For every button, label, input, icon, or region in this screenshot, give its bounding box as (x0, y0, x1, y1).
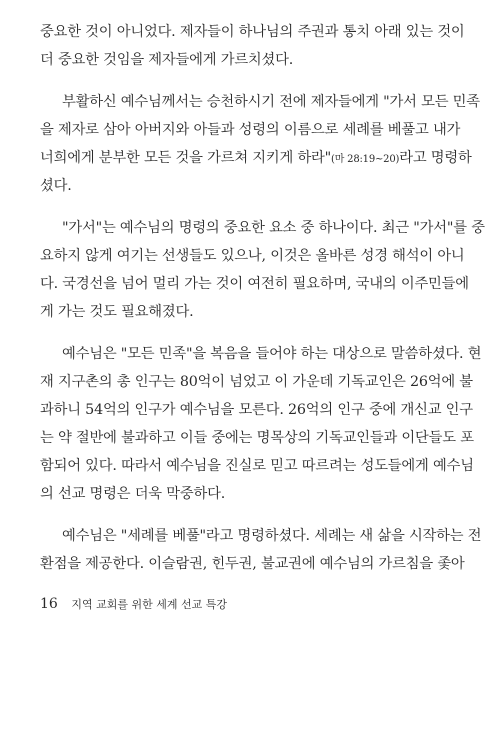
text-line: 부활하신 예수님께서는 승천하시기 전에 제자들에게 "가서 모든 민족 (62, 94, 480, 110)
text-segment: 너희에게 분부한 모든 것을 가르쳐 지키게 하라" (40, 150, 332, 166)
text-line: 의 선교 명령은 더욱 막중하다. (40, 486, 226, 502)
scripture-reference: (마 28:19~20) (331, 154, 400, 165)
text-line: 는 약 절반에 불과하고 이들 중에는 명목상의 기독교인들과 이단들도 포 (40, 430, 474, 446)
text-line: 더 중요한 것임을 제자들에게 가르치셨다. (40, 52, 294, 68)
text-line: 셨다. (40, 178, 72, 194)
text-line: 과하니 54억의 인구가 예수님을 모른다. 26억의 인구 중에 개신교 인구 (40, 402, 473, 418)
text-line: 예수님은 "모든 민족"을 복음을 들어야 하는 대상으로 말씀하셨다. 현 (62, 346, 482, 362)
text-line: 함되어 있다. 따라서 예수님을 진실로 믿고 따르려는 성도들에게 예수님 (40, 458, 474, 474)
text-line: "가서"는 예수님의 명령의 중요한 요소 중 하나이다. 최근 "가서"를 중 (62, 220, 485, 236)
text-line (40, 148, 472, 170)
page-number: 16 (40, 596, 58, 612)
text-line: 재 지구촌의 총 인구는 80억이 넘었고 이 가운데 기독교인은 26억에 불 (40, 374, 473, 390)
text-line: 다. 국경선을 넘어 멀리 가는 것이 여전히 필요하며, 국내의 이주민들에 (40, 276, 469, 292)
text-segment: 라고 명령하 (399, 150, 472, 166)
text-line: 환점을 제공한다. 이슬람권, 힌두권, 불교권에 예수님의 가르침을 좇아 (40, 556, 465, 572)
page-footer (40, 596, 227, 612)
running-title: 지역 교회를 위한 세계 선교 특강 (71, 598, 227, 611)
text-line: 중요한 것이 아니었다. 제자들이 하나님의 주권과 통치 아래 있는 것이 (40, 24, 465, 40)
text-line: 을 제자로 삼아 아버지와 아들과 성령의 이름으로 세례를 베풀고 내가 (40, 122, 461, 138)
text-line: 게 가는 것도 필요해졌다. (40, 304, 194, 320)
text-line: 요하지 않게 여기는 선생들도 있으나, 이것은 올바른 성경 해석이 아니 (40, 248, 465, 264)
text-line: 예수님은 "세례를 베풀"라고 명령하셨다. 세례는 새 삶을 시작하는 전 (62, 528, 482, 544)
